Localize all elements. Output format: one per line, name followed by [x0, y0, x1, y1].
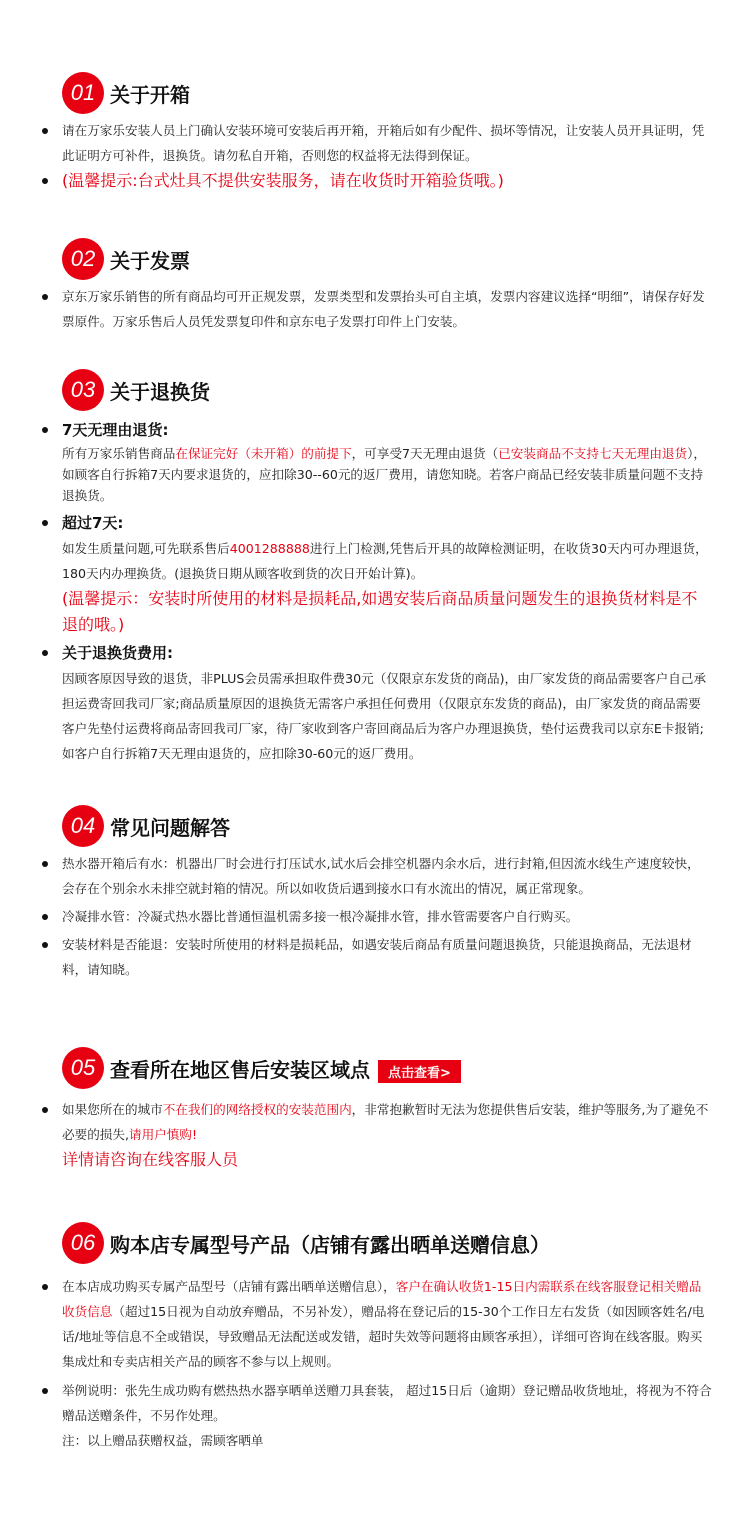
list-item: 举例说明：张先生成功购有燃热热水器享晒单送赠刀具套装， 超过15日后（逾期）登记赠品收货地址，将视为不符合赠品送赠条件，不另作处理。 注：以上赠品获赠权益，需顾客晒单 — [62, 1378, 712, 1453]
list-item-7day: 7天无理由退货: 所有万家乐销售商品在保证完好（未开箱）的前提下，可享受7天无理由退货（已安装商品不支持七天无理由退货），如顾客自行拆箱7天内要求退货的，应扣除30--60元的返厂费用，请您知晓。若客户商品已经安装非质量问题不支持退换货。 — [62, 417, 712, 506]
list-item: 热水器开箱后有水：机器出厂时会进行打压试水,试水后会排空机器内余水后，进行封箱,但因流水线生产速度较快，会存在个别余水未排空就封箱的情况。所以如收货后遇到接水口有水流出的情况，属正常现象。 — [62, 851, 712, 901]
view-button[interactable]: 点击查看> — [378, 1060, 461, 1083]
section-service-area — [0, 1047, 750, 1173]
list-item: 如果您所在的城市不在我们的网络授权的安装范围内，非常抱歉暂时无法为您提供售后安装，维护等服务,为了避免不必要的损失,请用户慎购! 详情请咨询在线客服人员 — [62, 1097, 712, 1173]
list-item: 请在万家乐安装人员上门确认安装环境可安装后再开箱，开箱后如有少配件、损坏等情况，让安装人员开具证明，凭此证明方可补件，退换货。请勿私自开箱，否则您的权益将无法得到保证。 — [62, 118, 712, 168]
section-invoice — [0, 238, 750, 334]
list-item-fees: 关于退换货费用: 因顾客原因导致的退货，非PLUS会员需承担取件费30元（仅限京东发货的商品)，由厂家发货的商品需要客户自己承担运费寄回我司厂家;商品质量原因的退换货无需客户承担任何费用（仅限京东发货的商品)，由厂家发货的商品需要客户先垫付运费将商品寄回我司厂家，待厂家收到客户寄回商品后为客户办理退换货，垫付运费我司以京东E卡报销;如客户自行拆箱7天无理由退货的，应扣除30-60元的返厂费用。 — [62, 640, 712, 766]
section-title: 关于开箱 — [110, 83, 190, 107]
list-item: 冷凝排水管：冷凝式热水器比普通恒温机需多接一根冷凝排水管，排水管需要客户自行购买。 — [62, 904, 712, 929]
section-number: 01 — [62, 72, 104, 114]
subheading: 7天无理由退货: — [62, 421, 169, 439]
subheading: 超过7天: — [62, 514, 124, 532]
section-title: 关于退换货 — [110, 380, 210, 404]
section-returns — [0, 369, 750, 766]
section-unboxing — [0, 72, 750, 194]
service-phone: 4001288888 — [229, 541, 310, 556]
subheading: 关于退换货费用: — [62, 644, 173, 662]
section-number: 03 — [62, 369, 104, 411]
note-text: 注：以上赠品获赠权益，需顾客晒单 — [62, 1433, 264, 1448]
section-number: 02 — [62, 238, 104, 280]
section-title: 关于发票 — [110, 249, 190, 273]
section-number: 04 — [62, 805, 104, 847]
section-number: 05 — [62, 1047, 104, 1089]
list-item: 安装材料是否能退：安装时所使用的材料是损耗品，如遇安装后商品有质量问题退换货，只能退换商品，无法退材料，请知晓。 — [62, 932, 712, 982]
section-title: 常见问题解答 — [110, 816, 230, 840]
contact-text: 详情请咨询在线客服人员 — [62, 1150, 239, 1169]
list-item: 京东万家乐销售的所有商品均可开正规发票，发票类型和发票抬头可自主填，发票内容建议选择“明细”，请保存好发票原件。万家乐售后人员凭发票复印件和京东电子发票打印件上门安装。 — [62, 284, 712, 334]
section-title: 购本店专属型号产品（店铺有露出晒单送赠信息） — [110, 1233, 550, 1257]
section-exclusive — [0, 1222, 750, 1453]
section-number: 06 — [62, 1222, 104, 1264]
list-item-over-7day: 超过7天: 如发生质量问题,可先联系售后4001288888进行上门检测,凭售后开具的故障检测证明，在收货30天内可办理退货，180天内办理换货。(退换货日期从顾客收到货的次日开始计算)。 (温馨提示：安装时所使用的材料是损耗品,如遇安装后商品质量问题发生的退换货材料是不退的哦。) — [62, 510, 712, 638]
tip-text: (温馨提示：安装时所使用的材料是损耗品,如遇安装后商品质量问题发生的退换货材料是不退的哦。) — [62, 589, 698, 634]
section-faq — [0, 805, 750, 982]
list-item: 在本店成功购买专属产品型号（店铺有露出晒单送赠信息），客户在确认收货1-15日内需联系在线客服登记相关赠品收货信息（超过15日视为自动放弃赠品，不另补发），赠品将在登记后的15-30个工作日左右发货（如因顾客姓名/电话/地址等信息不全或错误，导致赠品无法配送或发错，超时失效等问题将由顾客承担），详细可咨询在线客服。购买集成灶和专卖店相关产品的顾客不参与以上规则。 — [62, 1274, 712, 1374]
section-title: 查看所在地区售后安装区域点 — [110, 1058, 370, 1082]
list-item-tip: (温馨提示:台式灶具不提供安装服务，请在收货时开箱验货哦。) — [62, 168, 712, 194]
